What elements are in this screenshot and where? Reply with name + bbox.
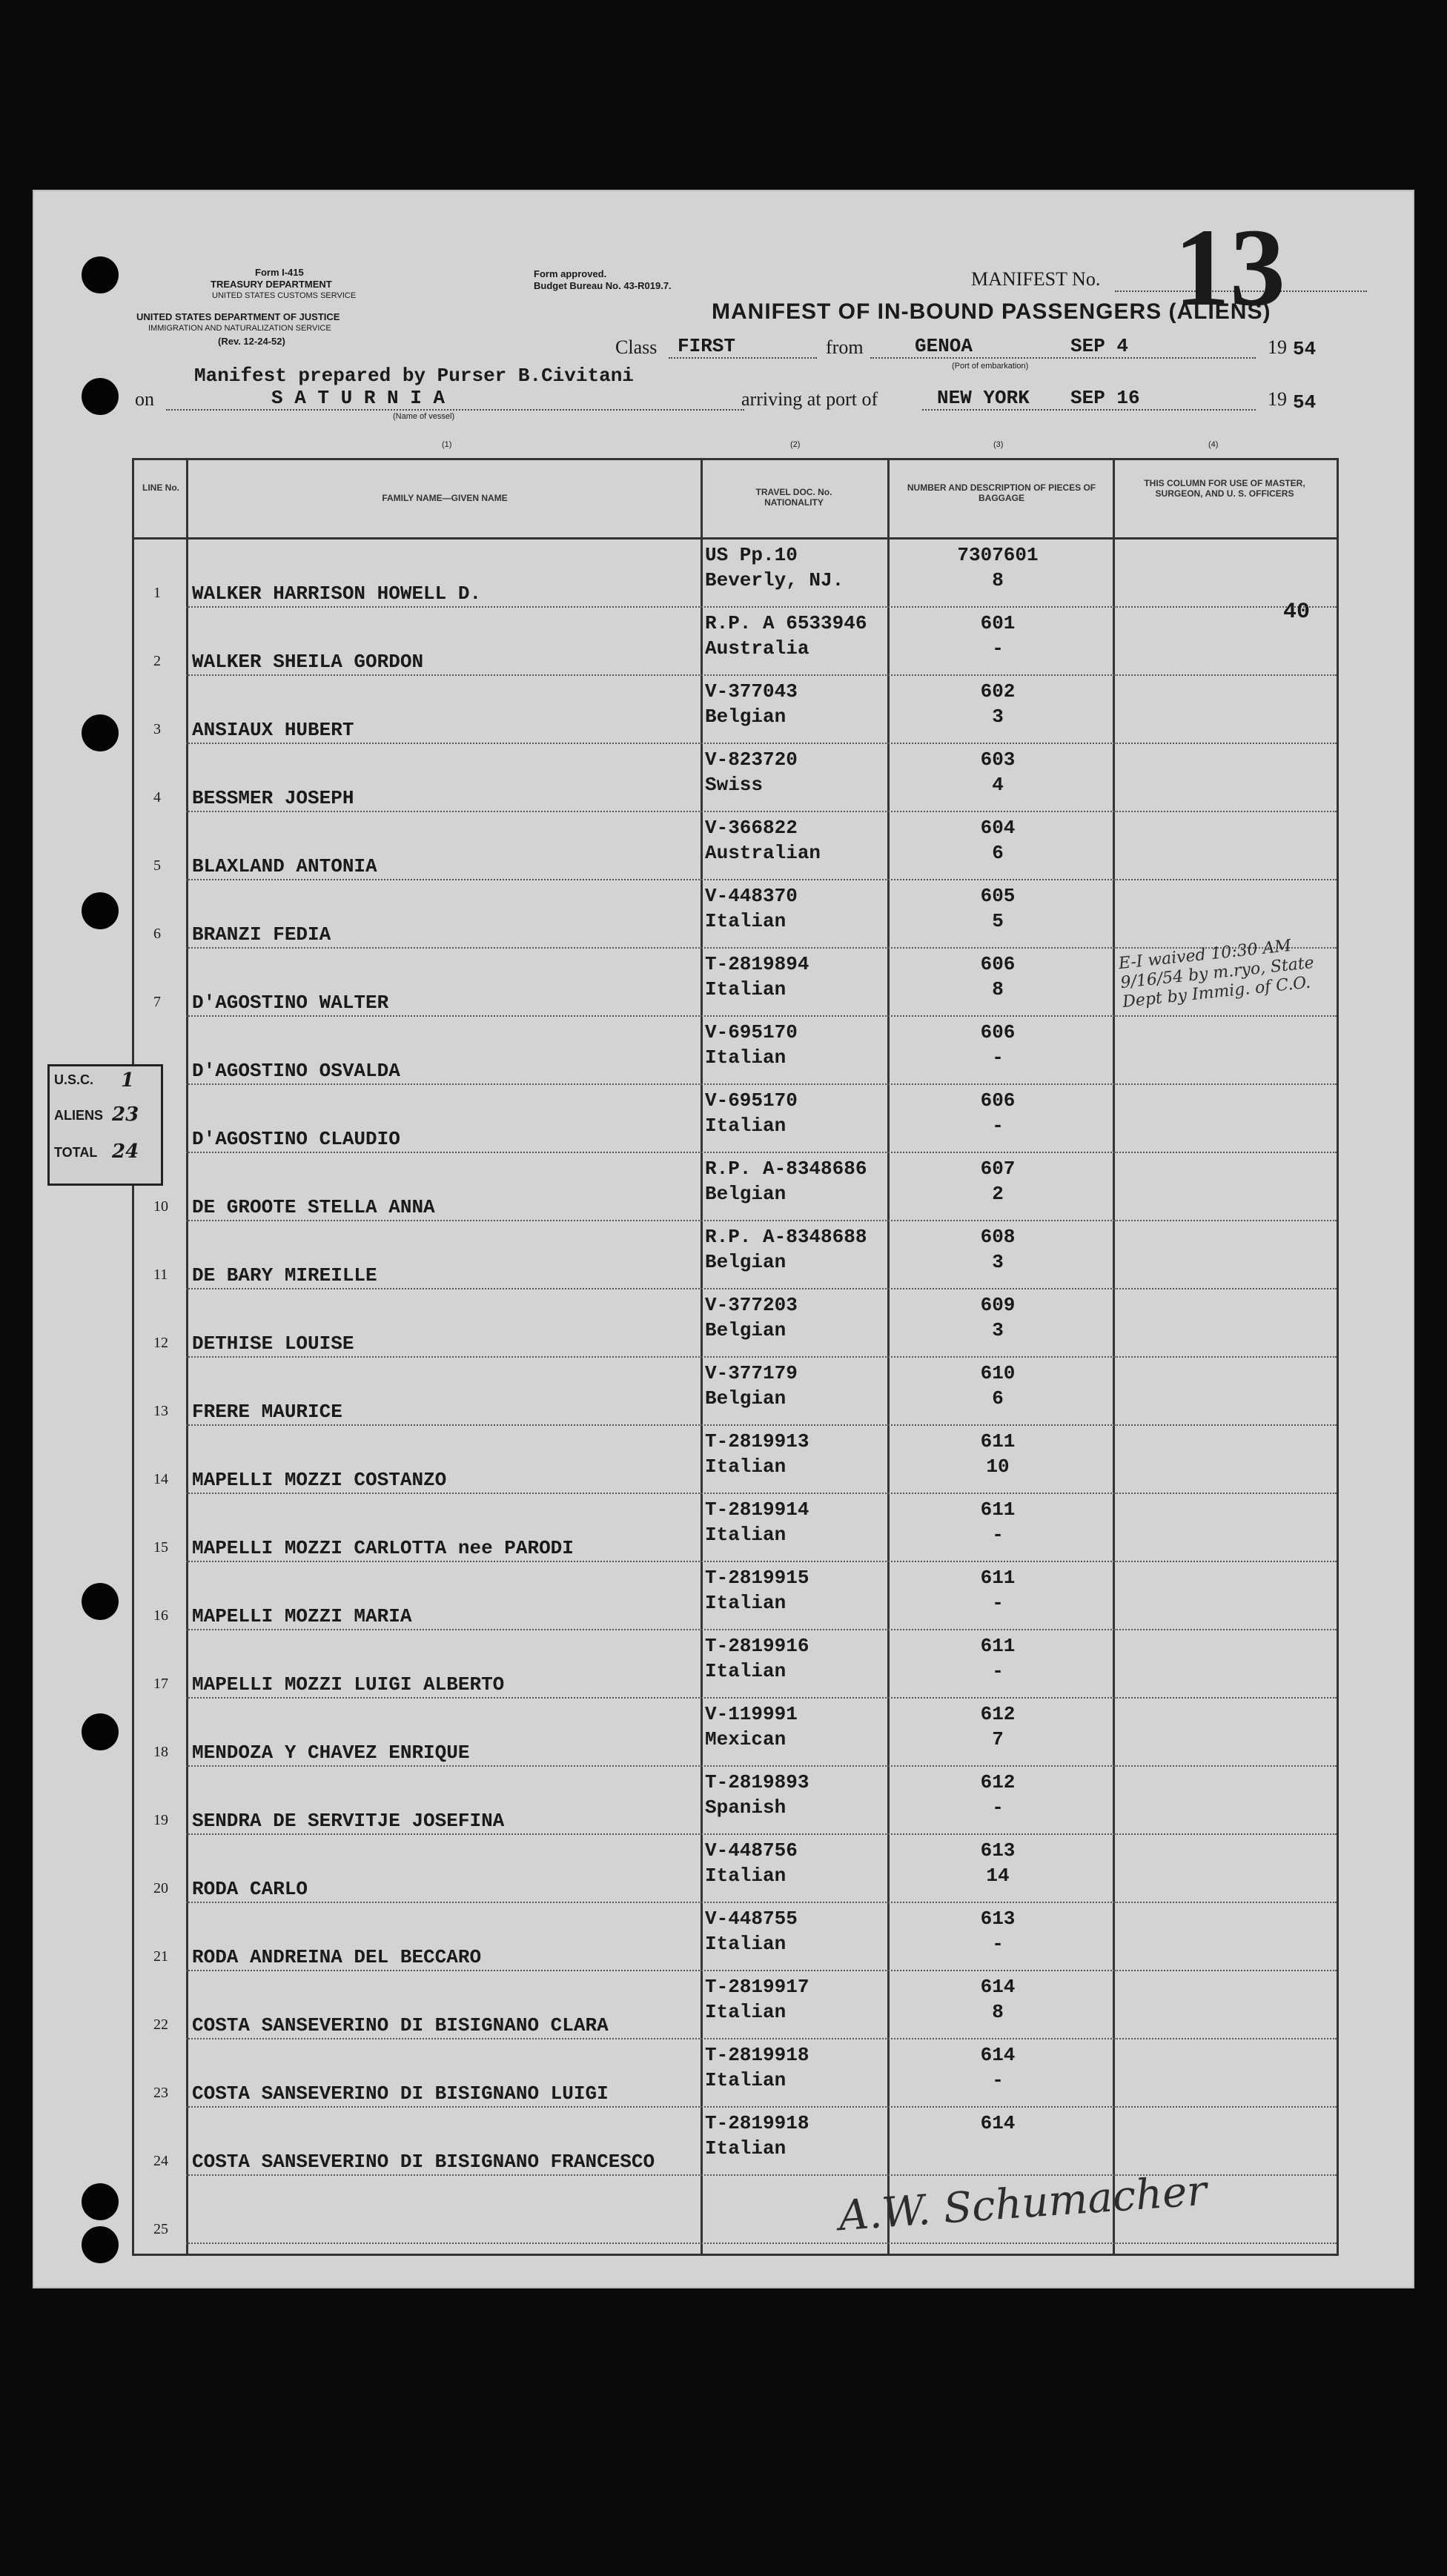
nationality: Italian (705, 1524, 787, 1546)
stamp-usc-label: U.S.C. (54, 1072, 94, 1087)
baggage-pieces: 8 (992, 978, 1004, 1000)
punch-hole (82, 1713, 119, 1750)
baggage-pieces: - (992, 1115, 1004, 1137)
table-row (134, 2039, 1337, 2108)
nationality: Belgian (705, 1387, 787, 1410)
nationality: Italian (705, 910, 787, 932)
passenger-name: BLAXLAND ANTONIA (192, 855, 377, 877)
line-number: 16 (153, 1607, 168, 1624)
baggage-pieces: 6 (992, 1387, 1004, 1410)
line-number: 24 (153, 2153, 168, 2169)
passenger-name: DETHISE LOUISE (192, 1332, 354, 1355)
table-row (134, 540, 1337, 608)
travel-doc: T-2819918 (705, 2112, 809, 2134)
travel-doc: V-377043 (705, 680, 798, 703)
form-approved: Form approved. (534, 268, 607, 279)
punch-hole (82, 1583, 119, 1620)
nationality: Belgian (705, 1319, 787, 1341)
nationality: Italian (705, 978, 787, 1000)
table-row (134, 1767, 1337, 1835)
line-number: 11 (153, 1267, 168, 1283)
punch-hole (82, 714, 119, 751)
baggage-pieces: - (992, 2069, 1004, 2091)
baggage-number: 613 (980, 1839, 1016, 1862)
prepared-by: Manifest prepared by Purser B.Civitani (194, 365, 634, 387)
travel-doc: R.P. A-8348688 (705, 1226, 867, 1248)
baggage-number: 610 (980, 1362, 1016, 1384)
table-row (134, 1562, 1337, 1630)
baggage-number: 605 (980, 885, 1016, 907)
table-row (134, 1630, 1337, 1699)
line-number: 12 (153, 1335, 168, 1351)
arriving-label: arriving at port of (741, 388, 878, 410)
baggage-number: 604 (980, 817, 1016, 839)
vessel-name: S A T U R N I A (271, 387, 446, 409)
table-row (134, 1221, 1337, 1289)
passenger-name: SENDRA DE SERVITJE JOSEFINA (192, 1810, 505, 1832)
col-num-1: (1) (442, 440, 452, 449)
manifest-no-label: MANIFEST No. (971, 268, 1101, 290)
col-num-2: (2) (790, 440, 801, 449)
embark-caption: (Port of embarkation) (952, 362, 1029, 371)
nationality: Italian (705, 1592, 787, 1614)
table-row (134, 1085, 1337, 1153)
passenger-name: WALKER SHEILA GORDON (192, 651, 424, 673)
baggage-number: 603 (980, 748, 1016, 771)
travel-doc: V-695170 (705, 1089, 798, 1112)
travel-doc: V-448755 (705, 1908, 798, 1930)
punch-hole (82, 892, 119, 929)
table-row (134, 1153, 1337, 1221)
travel-doc: T-2819915 (705, 1567, 809, 1589)
stamp-usc-value: 1 (121, 1069, 135, 1092)
line-number: 20 (153, 1880, 168, 1896)
baggage-number: 611 (980, 1567, 1016, 1589)
line-number: 21 (153, 1948, 168, 1965)
travel-doc: US Pp.10 (705, 544, 798, 566)
col-baggage: NUMBER AND DESCRIPTION OF PIECES OF BAGGAGE (907, 482, 1096, 503)
punch-hole (82, 2226, 119, 2263)
travel-doc: V-695170 (705, 1021, 798, 1043)
passenger-name: D'AGOSTINO OSVALDA (192, 1060, 400, 1082)
baggage-number: 606 (980, 953, 1016, 975)
col-doc: TRAVEL DOC. No. NATIONALITY (755, 487, 832, 508)
travel-doc: V-448756 (705, 1839, 798, 1862)
budget-bureau: Budget Bureau No. 43-R019.7. (534, 280, 672, 291)
line-number: 6 (153, 926, 161, 942)
baggage-number: 609 (980, 1294, 1016, 1316)
passenger-name: ANSIAUX HUBERT (192, 719, 354, 741)
baggage-number: 614 (980, 2044, 1016, 2066)
nationality: Italian (705, 1455, 787, 1478)
travel-doc: T-2819916 (705, 1635, 809, 1657)
travel-doc: V-119991 (705, 1703, 798, 1725)
manifest-page (33, 190, 1414, 2288)
travel-doc: T-2819917 (705, 1976, 809, 1998)
baggage-pieces: 4 (992, 774, 1004, 796)
punch-hole (82, 256, 119, 293)
line-number: 18 (153, 1744, 168, 1760)
baggage-number: 612 (980, 1703, 1016, 1725)
line-number: 10 (153, 1198, 168, 1215)
col-officers: THIS COLUMN FOR USE OF MASTER, SURGEON, AND U. S. OFFICERS (1144, 478, 1305, 499)
arrival-date: SEP 16 (1070, 387, 1140, 409)
baggage-number: 607 (980, 1158, 1016, 1180)
table-row (134, 608, 1337, 676)
baggage-pieces: - (992, 1933, 1004, 1955)
line-number: 2 (153, 653, 161, 669)
line-number: 25 (153, 2221, 168, 2237)
nationality: Italian (705, 2001, 787, 2023)
nationality: Australia (705, 637, 809, 660)
ins-service: IMMIGRATION AND NATURALIZATION SERVICE (148, 324, 331, 333)
nationality: Belgian (705, 1251, 787, 1273)
passenger-name: COSTA SANSEVERINO DI BISIGNANO LUIGI (192, 2082, 609, 2105)
line-number: 14 (153, 1471, 168, 1487)
col-num-3: (3) (993, 440, 1004, 449)
travel-doc: R.P. A-8348686 (705, 1158, 867, 1180)
travel-doc: T-2819913 (705, 1430, 809, 1453)
baggage-number: 611 (980, 1430, 1016, 1453)
baggage-number: 7307601 (957, 544, 1039, 566)
baggage-number: 611 (980, 1498, 1016, 1521)
baggage-pieces: 6 (992, 842, 1004, 864)
travel-doc: T-2819893 (705, 1771, 809, 1793)
table-row (134, 1971, 1337, 2039)
baggage-number: 606 (980, 1021, 1016, 1043)
line-number: 15 (153, 1539, 168, 1556)
passenger-name: D'AGOSTINO WALTER (192, 992, 389, 1014)
form-revision: (Rev. 12-24-52) (218, 336, 285, 347)
officer-note-waiver: E-I waived 10:30 AM 9/16/54 by m.ryo, State Dept by Immig. of C.O. (1117, 936, 1315, 1012)
baggage-number: 606 (980, 1089, 1016, 1112)
baggage-pieces: 10 (986, 1455, 1010, 1478)
arrival-year-prefix: 19 (1268, 388, 1287, 410)
travel-doc: T-2819914 (705, 1498, 809, 1521)
passenger-name: MAPELLI MOZZI COSTANZO (192, 1469, 447, 1491)
baggage-pieces: 14 (986, 1865, 1010, 1887)
from-port: GENOA (915, 335, 973, 357)
table-row (134, 812, 1337, 880)
year-prefix: 19 (1268, 336, 1287, 358)
baggage-pieces: - (992, 1796, 1004, 1819)
passenger-name: RODA ANDREINA DEL BECCARO (192, 1946, 482, 1968)
nationality: Australian (705, 842, 821, 864)
travel-doc: V-448370 (705, 885, 798, 907)
baggage-number: 608 (980, 1226, 1016, 1248)
arrival-port: NEW YORK (937, 387, 1030, 409)
line-number: 4 (153, 789, 161, 806)
from-label: from (826, 336, 864, 358)
passenger-name: D'AGOSTINO CLAUDIO (192, 1128, 400, 1150)
passenger-name: MAPELLI MOZZI LUIGI ALBERTO (192, 1673, 505, 1696)
baggage-pieces: 5 (992, 910, 1004, 932)
table-row (134, 676, 1337, 744)
travel-doc: V-377179 (705, 1362, 798, 1384)
customs-service: UNITED STATES CUSTOMS SERVICE (212, 291, 357, 300)
class-value: FIRST (678, 335, 736, 357)
baggage-number: 613 (980, 1908, 1016, 1930)
baggage-pieces: 3 (992, 706, 1004, 728)
passenger-name: DE BARY MIREILLE (192, 1264, 377, 1287)
passenger-name: MAPELLI MOZZI CARLOTTA nee PARODI (192, 1537, 574, 1559)
baggage-number: 614 (980, 2112, 1016, 2134)
nationality: Italian (705, 1660, 787, 1682)
passenger-name: RODA CARLO (192, 1878, 308, 1900)
stamp-aliens-value: 23 (112, 1103, 139, 1126)
table-row (134, 1289, 1337, 1358)
nationality: Italian (705, 1865, 787, 1887)
table-row (134, 1358, 1337, 1426)
justice-dept: UNITED STATES DEPARTMENT OF JUSTICE (136, 311, 340, 322)
baggage-pieces: 2 (992, 1183, 1004, 1205)
line-number: 19 (153, 1812, 168, 1828)
table-row (134, 1494, 1337, 1562)
nationality: Italian (705, 1933, 787, 1955)
passenger-name: MENDOZA Y CHAVEZ ENRIQUE (192, 1742, 470, 1764)
baggage-number: 611 (980, 1635, 1016, 1657)
passenger-name: DE GROOTE STELLA ANNA (192, 1196, 435, 1218)
baggage-pieces: 7 (992, 1728, 1004, 1750)
officer-signature: A.W. Schumacher (837, 2166, 1208, 2241)
table-row (134, 1017, 1337, 1085)
table-row (134, 2108, 1337, 2176)
baggage-pieces: - (992, 637, 1004, 660)
on-label: on (135, 388, 154, 410)
travel-doc: T-2819918 (705, 2044, 809, 2066)
passenger-table (132, 458, 1339, 2256)
nationality: Beverly, NJ. (705, 569, 844, 591)
table-row (134, 1835, 1337, 1903)
col-name: FAMILY NAME—GIVEN NAME (382, 493, 508, 503)
officer-note-count: 40 (1283, 600, 1311, 625)
nationality: Swiss (705, 774, 764, 796)
baggage-pieces: 3 (992, 1319, 1004, 1341)
baggage-pieces: 8 (992, 2001, 1004, 2023)
year-value: 54 (1293, 338, 1317, 360)
col-line-no: LINE No. (142, 482, 179, 493)
baggage-pieces: - (992, 1524, 1004, 1546)
class-label: Class (615, 336, 658, 358)
vessel-caption: (Name of vessel) (393, 412, 455, 421)
line-number: 23 (153, 2085, 168, 2101)
table-row (134, 880, 1337, 949)
line-number: 17 (153, 1676, 168, 1692)
baggage-pieces: - (992, 1592, 1004, 1614)
passenger-name: BESSMER JOSEPH (192, 787, 354, 809)
table-row (134, 1903, 1337, 1971)
table-row (134, 744, 1337, 812)
count-stamp (47, 1064, 163, 1186)
punch-hole (82, 2183, 119, 2220)
stamp-aliens-label: ALIENS (54, 1108, 104, 1123)
baggage-number: 614 (980, 1976, 1016, 1998)
nationality: Mexican (705, 1728, 787, 1750)
line-number: 1 (153, 585, 161, 601)
baggage-pieces: 3 (992, 1251, 1004, 1273)
line-number: 7 (153, 994, 161, 1010)
treasury-dept: TREASURY DEPARTMENT (211, 279, 332, 290)
table-row (134, 1699, 1337, 1767)
manifest-number: 13 (1174, 206, 1285, 329)
passenger-name: BRANZI FEDIA (192, 923, 331, 946)
punch-hole (82, 378, 119, 415)
passenger-name: FRERE MAURICE (192, 1401, 342, 1423)
travel-doc: T-2819894 (705, 953, 809, 975)
line-number: 3 (153, 721, 161, 737)
nationality: Belgian (705, 1183, 787, 1205)
passenger-name: WALKER HARRISON HOWELL D. (192, 582, 482, 605)
stamp-total-label: TOTAL (54, 1145, 98, 1160)
nationality: Spanish (705, 1796, 787, 1819)
travel-doc: V-823720 (705, 748, 798, 771)
travel-doc: V-366822 (705, 817, 798, 839)
from-date: SEP 4 (1070, 335, 1129, 357)
nationality: Belgian (705, 706, 787, 728)
travel-doc: R.P. A 6533946 (705, 612, 867, 634)
line-number: 5 (153, 857, 161, 874)
arrival-year: 54 (1293, 391, 1317, 414)
line-number: 13 (153, 1403, 168, 1419)
nationality: Italian (705, 1115, 787, 1137)
nationality: Italian (705, 2137, 787, 2160)
baggage-number: 601 (980, 612, 1016, 634)
page-title: MANIFEST OF IN-BOUND PASSENGERS (ALIENS) (712, 299, 1271, 324)
passenger-name: COSTA SANSEVERINO DI BISIGNANO FRANCESCO (192, 2151, 655, 2173)
form-number: Form I-415 (255, 267, 304, 278)
travel-doc: V-377203 (705, 1294, 798, 1316)
table-row (134, 1426, 1337, 1494)
baggage-pieces: - (992, 1046, 1004, 1069)
col-num-4: (4) (1208, 440, 1219, 449)
nationality: Italian (705, 1046, 787, 1069)
baggage-pieces: - (992, 1660, 1004, 1682)
baggage-number: 602 (980, 680, 1016, 703)
line-number: 22 (153, 2016, 168, 2033)
stamp-total-value: 24 (112, 1141, 139, 1163)
baggage-pieces: 8 (992, 569, 1004, 591)
nationality: Italian (705, 2069, 787, 2091)
baggage-number: 612 (980, 1771, 1016, 1793)
passenger-name: MAPELLI MOZZI MARIA (192, 1605, 412, 1627)
passenger-name: COSTA SANSEVERINO DI BISIGNANO CLARA (192, 2014, 609, 2036)
